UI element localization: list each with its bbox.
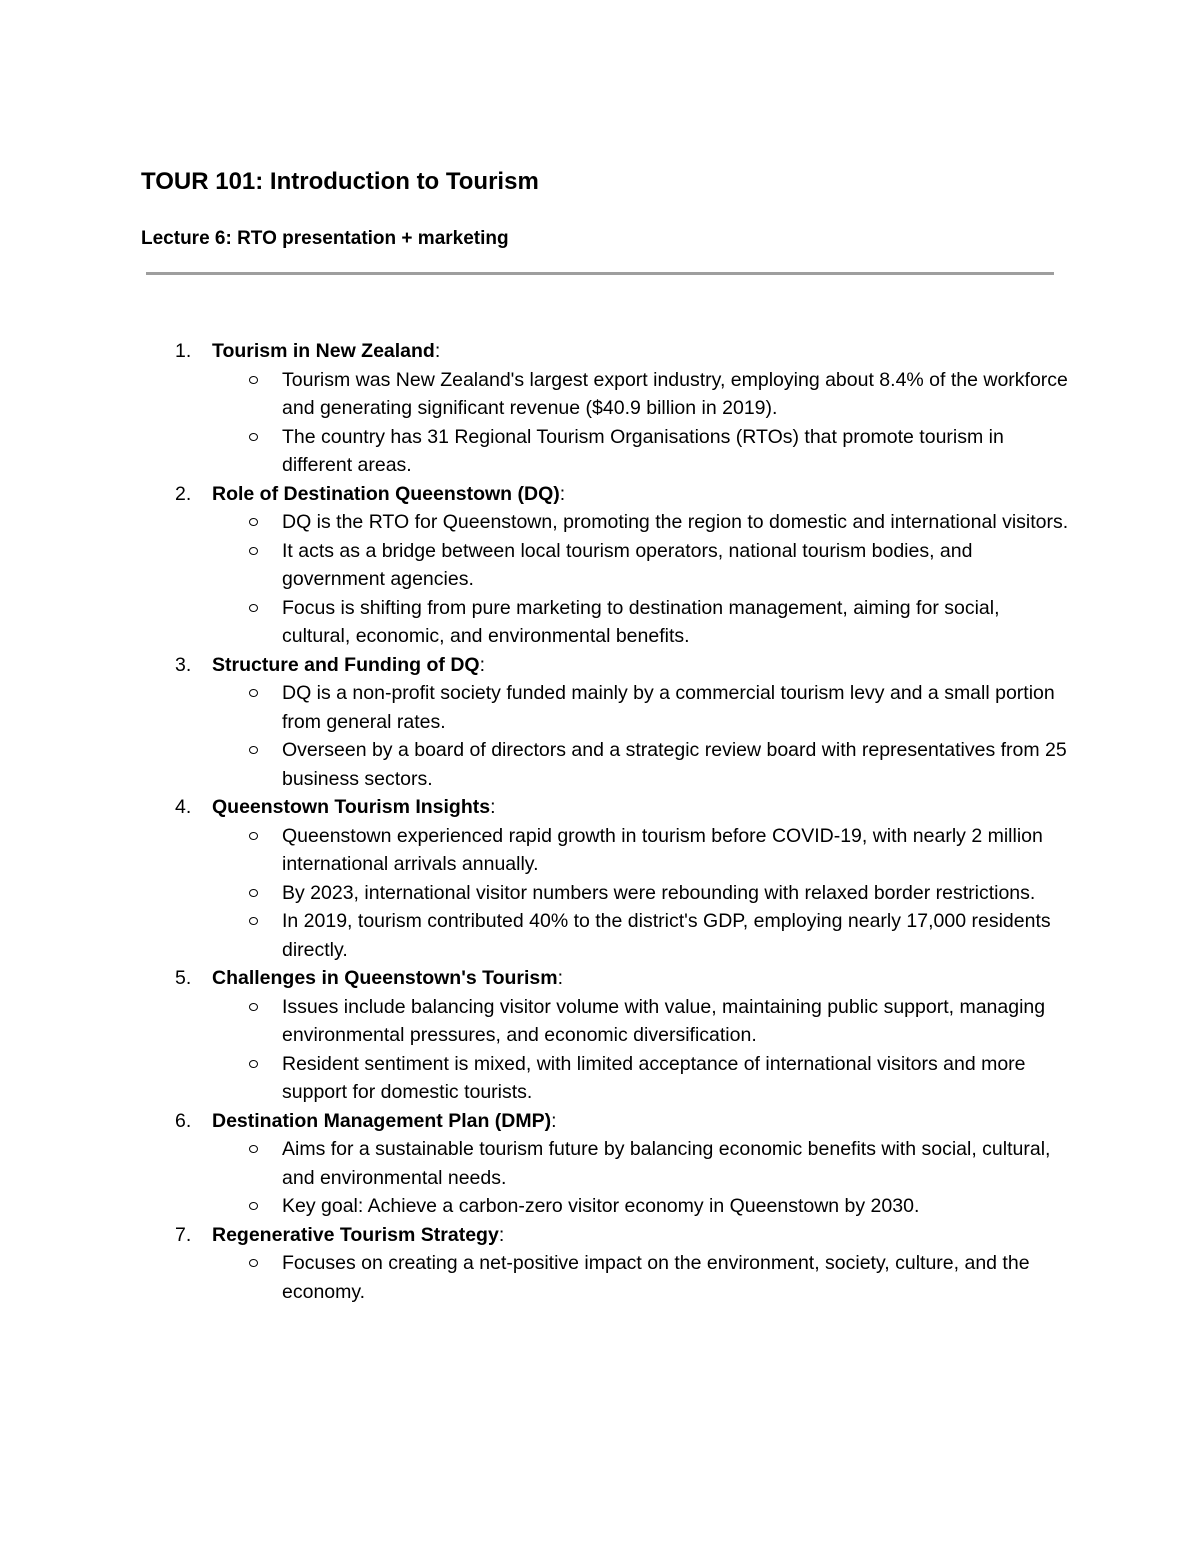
section-number: 2. <box>175 482 192 505</box>
section-title: Tourism in New Zealand <box>212 340 435 362</box>
section-heading <box>0 480 1200 509</box>
bullet-item <box>0 1050 1200 1107</box>
bullet-text: Issues include balancing visitor volume with value, maintaining public support, managing environmental pressures, and economic diversification. <box>282 995 1046 1046</box>
bullet-list <box>0 366 1200 480</box>
bullet-text: Key goal: Achieve a carbon-zero visitor economy in Queenstown by 2030. <box>282 1195 920 1217</box>
section-number: 6. <box>175 1109 192 1132</box>
bullet-item <box>0 907 1200 964</box>
bullet-item <box>0 993 1200 1050</box>
section-title-colon: : <box>434 340 441 362</box>
section-title-colon: : <box>479 653 485 676</box>
hollow-circle-bullet-icon <box>249 889 258 897</box>
hollow-circle-bullet-icon <box>249 1060 258 1068</box>
section-title-colon: : <box>559 482 566 505</box>
section-heading <box>0 1107 1200 1136</box>
hollow-circle-bullet-icon <box>249 1145 258 1153</box>
section-title-colon: : <box>557 967 564 989</box>
section-title: Regenerative Tourism Strategy <box>212 1223 499 1246</box>
outline-section <box>0 337 1200 480</box>
outline-section <box>0 651 1200 794</box>
bullet-text: DQ is the RTO for Queenstown, promoting the region to domestic and international visitors. <box>282 511 1069 533</box>
outline-section <box>0 1221 1200 1307</box>
hollow-circle-bullet-icon <box>249 746 258 754</box>
bullet-list <box>0 1135 1200 1221</box>
outline-section <box>0 1107 1200 1221</box>
section-title-colon: : <box>498 1223 505 1246</box>
section-title: Challenges in Queenstown's Tourism <box>212 967 558 989</box>
bullet-text: Tourism was New Zealand's largest export industry, employing about 8.4% of the workforce and generating significant revenue ($40.9 billion in 2019). <box>282 368 1068 419</box>
section-number: 1. <box>175 340 192 362</box>
section-title: Structure and Funding of DQ <box>212 653 480 676</box>
section-title: Role of Destination Queenstown (DQ) <box>212 482 560 505</box>
section-heading <box>0 337 1200 366</box>
bullet-text: Focuses on creating a net-positive impact on the environment, society, culture, and the economy. <box>282 1252 1030 1303</box>
bullet-text: DQ is a non-profit society funded mainly by a commercial tourism levy and a small portion from general rates. <box>282 682 1055 733</box>
document-title: TOUR 101: Introduction to Tourism <box>141 168 539 195</box>
section-heading <box>0 651 1200 680</box>
section-heading <box>0 1221 1200 1250</box>
outline-section <box>0 964 1200 1107</box>
hollow-circle-bullet-icon <box>249 917 258 925</box>
horizontal-divider <box>146 272 1054 275</box>
bullet-item <box>0 366 1200 423</box>
bullet-list <box>0 508 1200 651</box>
section-number: 3. <box>175 653 192 676</box>
section-title: Destination Management Plan (DMP) <box>212 1109 552 1132</box>
hollow-circle-bullet-icon <box>249 376 258 384</box>
section-number: 7. <box>175 1223 192 1246</box>
bullet-item <box>0 423 1200 480</box>
hollow-circle-bullet-icon <box>249 1202 258 1210</box>
bullet-item <box>0 537 1200 594</box>
bullet-item <box>0 594 1200 651</box>
section-heading <box>0 793 1200 822</box>
section-heading <box>0 964 1200 993</box>
hollow-circle-bullet-icon <box>249 832 258 840</box>
hollow-circle-bullet-icon <box>249 433 258 441</box>
bullet-text: By 2023, international visitor numbers were rebounding with relaxed border restrictions. <box>282 881 1036 904</box>
bullet-text: Overseen by a board of directors and a strategic review board with representatives from 25 business sectors. <box>282 739 1067 790</box>
bullet-list <box>0 1249 1200 1306</box>
lecture-outline <box>0 337 1200 1306</box>
bullet-list <box>0 822 1200 965</box>
hollow-circle-bullet-icon <box>249 689 258 697</box>
bullet-text: Queenstown experienced rapid growth in tourism before COVID-19, with nearly 2 million international arrivals annually. <box>282 824 1043 875</box>
bullet-item <box>0 736 1200 793</box>
hollow-circle-bullet-icon <box>249 604 258 612</box>
bullet-list <box>0 679 1200 793</box>
bullet-item <box>0 679 1200 736</box>
bullet-item <box>0 508 1200 537</box>
bullet-item <box>0 1135 1200 1192</box>
bullet-text: Focus is shifting from pure marketing to destination management, aiming for social, cultural, economic, and environmental benefits. <box>282 596 1000 647</box>
bullet-item <box>0 1249 1200 1306</box>
hollow-circle-bullet-icon <box>249 1003 258 1011</box>
hollow-circle-bullet-icon <box>249 547 258 555</box>
outline-section <box>0 480 1200 651</box>
bullet-item <box>0 822 1200 879</box>
bullet-text: Resident sentiment is mixed, with limited acceptance of international visitors and more support for domestic tourists. <box>282 1052 1026 1103</box>
hollow-circle-bullet-icon <box>249 1259 258 1267</box>
section-title: Queenstown Tourism Insights <box>212 796 491 818</box>
bullet-text: It acts as a bridge between local tourism operators, national tourism bodies, and government agencies. <box>282 539 973 590</box>
bullet-item <box>0 879 1200 908</box>
section-number: 5. <box>175 967 192 989</box>
bullet-text: In 2019, tourism contributed 40% to the district's GDP, employing nearly 17,000 residents directly. <box>282 910 1051 961</box>
bullet-list <box>0 993 1200 1107</box>
section-title-colon: : <box>490 796 496 818</box>
section-title-colon: : <box>551 1109 557 1132</box>
lecture-title: Lecture 6: RTO presentation + marketing <box>141 228 509 249</box>
bullet-item <box>0 1192 1200 1221</box>
outline-section <box>0 793 1200 964</box>
section-number: 4. <box>175 796 192 818</box>
bullet-text: The country has 31 Regional Tourism Organisations (RTOs) that promote tourism in different areas. <box>282 425 1004 476</box>
bullet-text: Aims for a sustainable tourism future by balancing economic benefits with social, cultural, and environmental needs. <box>282 1138 1051 1189</box>
hollow-circle-bullet-icon <box>249 518 258 526</box>
